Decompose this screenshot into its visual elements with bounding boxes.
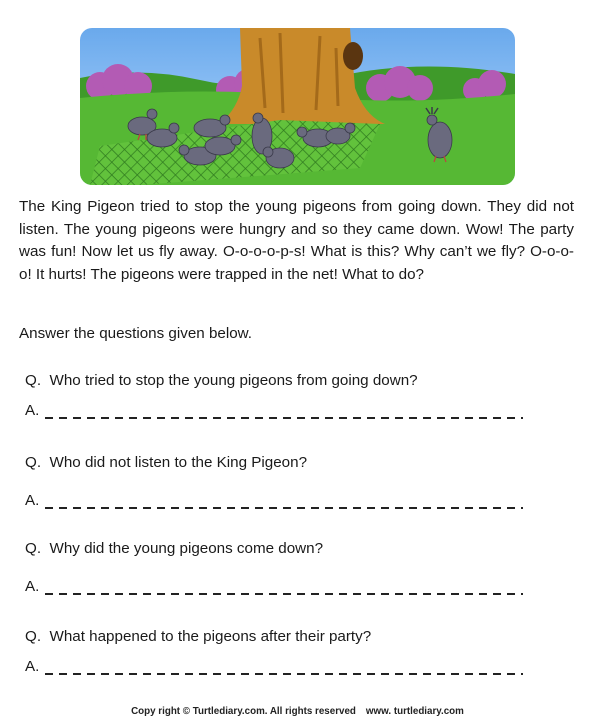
q-label: Q. xyxy=(25,628,42,645)
answer-line[interactable] xyxy=(45,417,523,419)
question: Why did the young pigeons come down? xyxy=(49,540,324,557)
q-label: Q. xyxy=(25,372,42,389)
answer-row xyxy=(25,490,545,512)
copyright-text: Copy right © Turtlediary.com. All rights reserved xyxy=(131,706,356,717)
question-text xyxy=(25,370,545,392)
question: Who did not listen to the King Pigeon? xyxy=(49,454,308,471)
question: Who tried to stop the young pigeons from going down? xyxy=(49,372,418,389)
question-block xyxy=(25,370,545,422)
instructions: Answer the questions given below. xyxy=(19,325,253,342)
pigeons-on-net-icon xyxy=(80,28,515,185)
question-block xyxy=(25,452,545,512)
answer-row xyxy=(25,400,545,422)
question-text xyxy=(25,452,545,474)
q-label: Q. xyxy=(25,454,42,471)
answer-line[interactable] xyxy=(45,673,523,675)
website-link[interactable]: www. turtlediary.com xyxy=(365,706,464,717)
question-block xyxy=(25,538,545,598)
footer xyxy=(0,706,595,717)
answer-line[interactable] xyxy=(45,593,523,595)
a-label: A. xyxy=(25,492,40,509)
story-paragraph: The King Pigeon tried to stop the young pigeons from going down. They did not listen. The young pigeons were hungry and so they came down. Wow! The party was fun! Now let us fly away. O-o-o-o-p-s! What is this? Why can’t we fly? O-o-o-o! It hurts! The pigeons were trapped in the net! What to do? xyxy=(19,198,574,283)
question: What happened to the pigeons after their party? xyxy=(49,628,372,645)
question-block xyxy=(25,626,545,678)
a-label: A. xyxy=(25,658,40,675)
a-label: A. xyxy=(25,578,40,595)
answer-line[interactable] xyxy=(45,507,523,509)
answer-row xyxy=(25,656,545,678)
question-text xyxy=(25,626,545,648)
story-illustration xyxy=(80,28,515,185)
answer-row xyxy=(25,576,545,598)
a-label: A. xyxy=(25,402,40,419)
q-label: Q. xyxy=(25,540,42,557)
question-text xyxy=(25,538,545,560)
